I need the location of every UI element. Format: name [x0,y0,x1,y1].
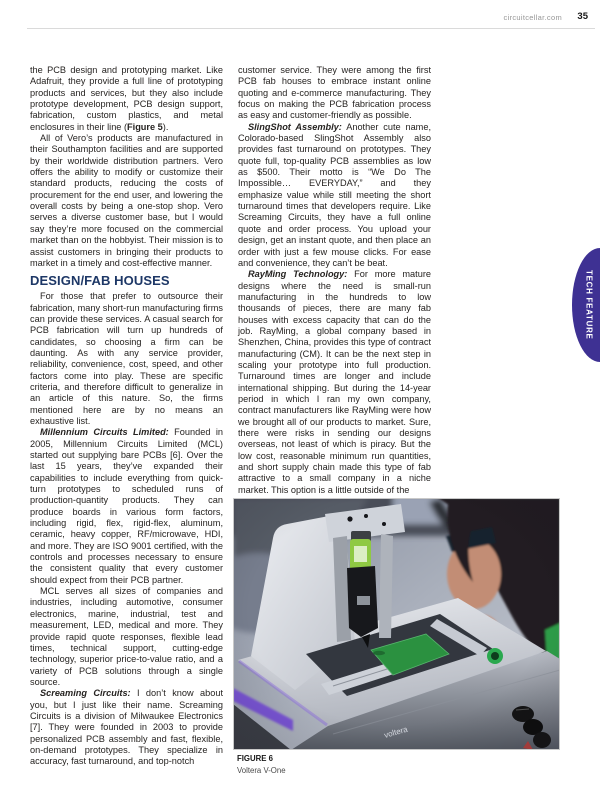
article-column-left [30,65,223,768]
tech-feature-tab-label: TECH FEATURE [584,270,594,340]
figure-label: FIGURE 6 [237,754,273,763]
paragraph [30,427,223,586]
figure-reference: Figure 5 [127,121,163,132]
paragraph-text: the PCB design and prototyping market. Like Adafruit, they provide a full line of prototyping products and services, but they also include prototype development, PCB design support, fabrication, custom plastics, and metal enclosures in their line ( [30,65,223,132]
paragraph [238,269,431,496]
paragraph [30,65,223,133]
paragraph-text: ). [162,121,169,132]
paragraph [238,122,431,269]
paragraph [30,688,223,767]
voltera-vone-photo [233,498,560,750]
header-site-url: circuitcellar.com [503,13,562,22]
paragraph-text: Another cute name, Colorado-based SlingShot Assembly also provides fast turnaround on prototypes. They quote full, top-quality PCB assemblies as low as $500. Their motto is “We Do The Impossible… EVERYDAY,” and they emphasize value while still meeting the short turnaround times that developers require. Like Screaming Circuits, they have a full online quote and order process. You upload your design, get an instant quote, and then place an order with just a few mouse clicks. For ease and convenience, they can’t be beat. [238,121,431,268]
paragraph-text: I don’t know about you, but I just like their name. Screaming Circuits is a division of Milwaukee Electronics [7]. They were founded in 2003 to provide personalized PCB assembly and fast, flexible, on-demand prototypes. They specialize in accuracy, fast turnaround, and top-notch [30,688,224,767]
run-in-heading: Millennium Circuits Limited: [40,427,169,438]
section-heading: DESIGN/FAB HOUSES [30,273,170,289]
tech-feature-tab [572,248,600,362]
run-in-heading: RayMing Technology: [248,269,348,280]
header-divider [27,28,595,29]
page-number: 35 [577,11,588,22]
paragraph: All of Vero’s products are manufactured in their Southampton facilities and are supported by their worldwide distribution partners. Vero offers the ability to modify or customize their standard products, reducing the costs of procurement for the end user, and lowering the overall costs by being a one-stop shop. Vero serves a diverse customer base, but I would say they’re more focused on the commercial market than on the hobbyist. Their mission is to assist customers in bringing their products to market in a timely and cost-effective manner. [30,133,223,268]
paragraph-text: For more mature designs where the need is small-run manufacturing in the hundreds to low thousands of pieces, there are many fab houses with excess capacity that can do the job. RayMing, a global company based in Shenzhen, China, provides this type of contract manufacturing (CM). It can be the next step in scaling your prototype into full production. Turnaround times are longer and include international shipping. But during the 14-year period in which I ran my own company, contract manufacturers like RayMing were how we brought all of our products to market. Sure, there were risks in sending our designs overseas, not least of which is piracy. But the low cost, reasonable minimum run quantities, and short supply chain made this type of fab attractive to a small company in a niche market. This option is a little outside of the [238,269,432,495]
paragraph: customer service. They were among the first PCB fab houses to embrace instant online quoting and e-commerce manufacturing. They focus on making the PCB fabrication process as easy and customer-friendly as possible. [238,65,431,121]
paragraph-text: Founded in 2005, Millennium Circuits Limited (MCL) started out supplying bare PCBs [6]. Over the last 15 years, they’ve expanded their capabilities to include everything from quick-turn prototypes to scheduled runs of production-quantity products. They can produce boards in various form factors, including rigid, flex, rigid-flex, aluminum, ceramic, heavy copper, RF/microwave, HDI, and more. They are ISO 9001 certified, with the controls and processes necessary to ensure the consistent quality that every customer should expect from their PCB partner. [30,427,223,585]
run-in-heading: Screaming Circuits: [40,688,131,699]
run-in-heading: SlingShot Assembly: [248,121,342,132]
figure-photo [233,498,560,750]
paragraph: For those that prefer to outsource their fabrication, many short-run manufacturing firms can provide these services. A casual search for PCB fabrication will turn up hundreds of candidates, so choosing a firm can be daunting. As with any service provider, reliability, convenience, cost, speed, and other factors come into play. These are specific criteria, and therefore difficult to generalize in an article of this nature. So, the firms mentioned here are by no means an exhaustive list. [30,291,223,426]
figure-caption: Voltera V-One [237,766,286,775]
paragraph: MCL serves all sizes of companies and industries, including automotive, consumer electronics, marine, industrial, test and measurement, LED, medical and more. They provide rapid quote responses, flexible lead times, technical support, cutting-edge technology, superior price-to-value ratio, and a variety of PCB solutions through a single source. [30,586,223,687]
article-column-right [238,65,431,496]
